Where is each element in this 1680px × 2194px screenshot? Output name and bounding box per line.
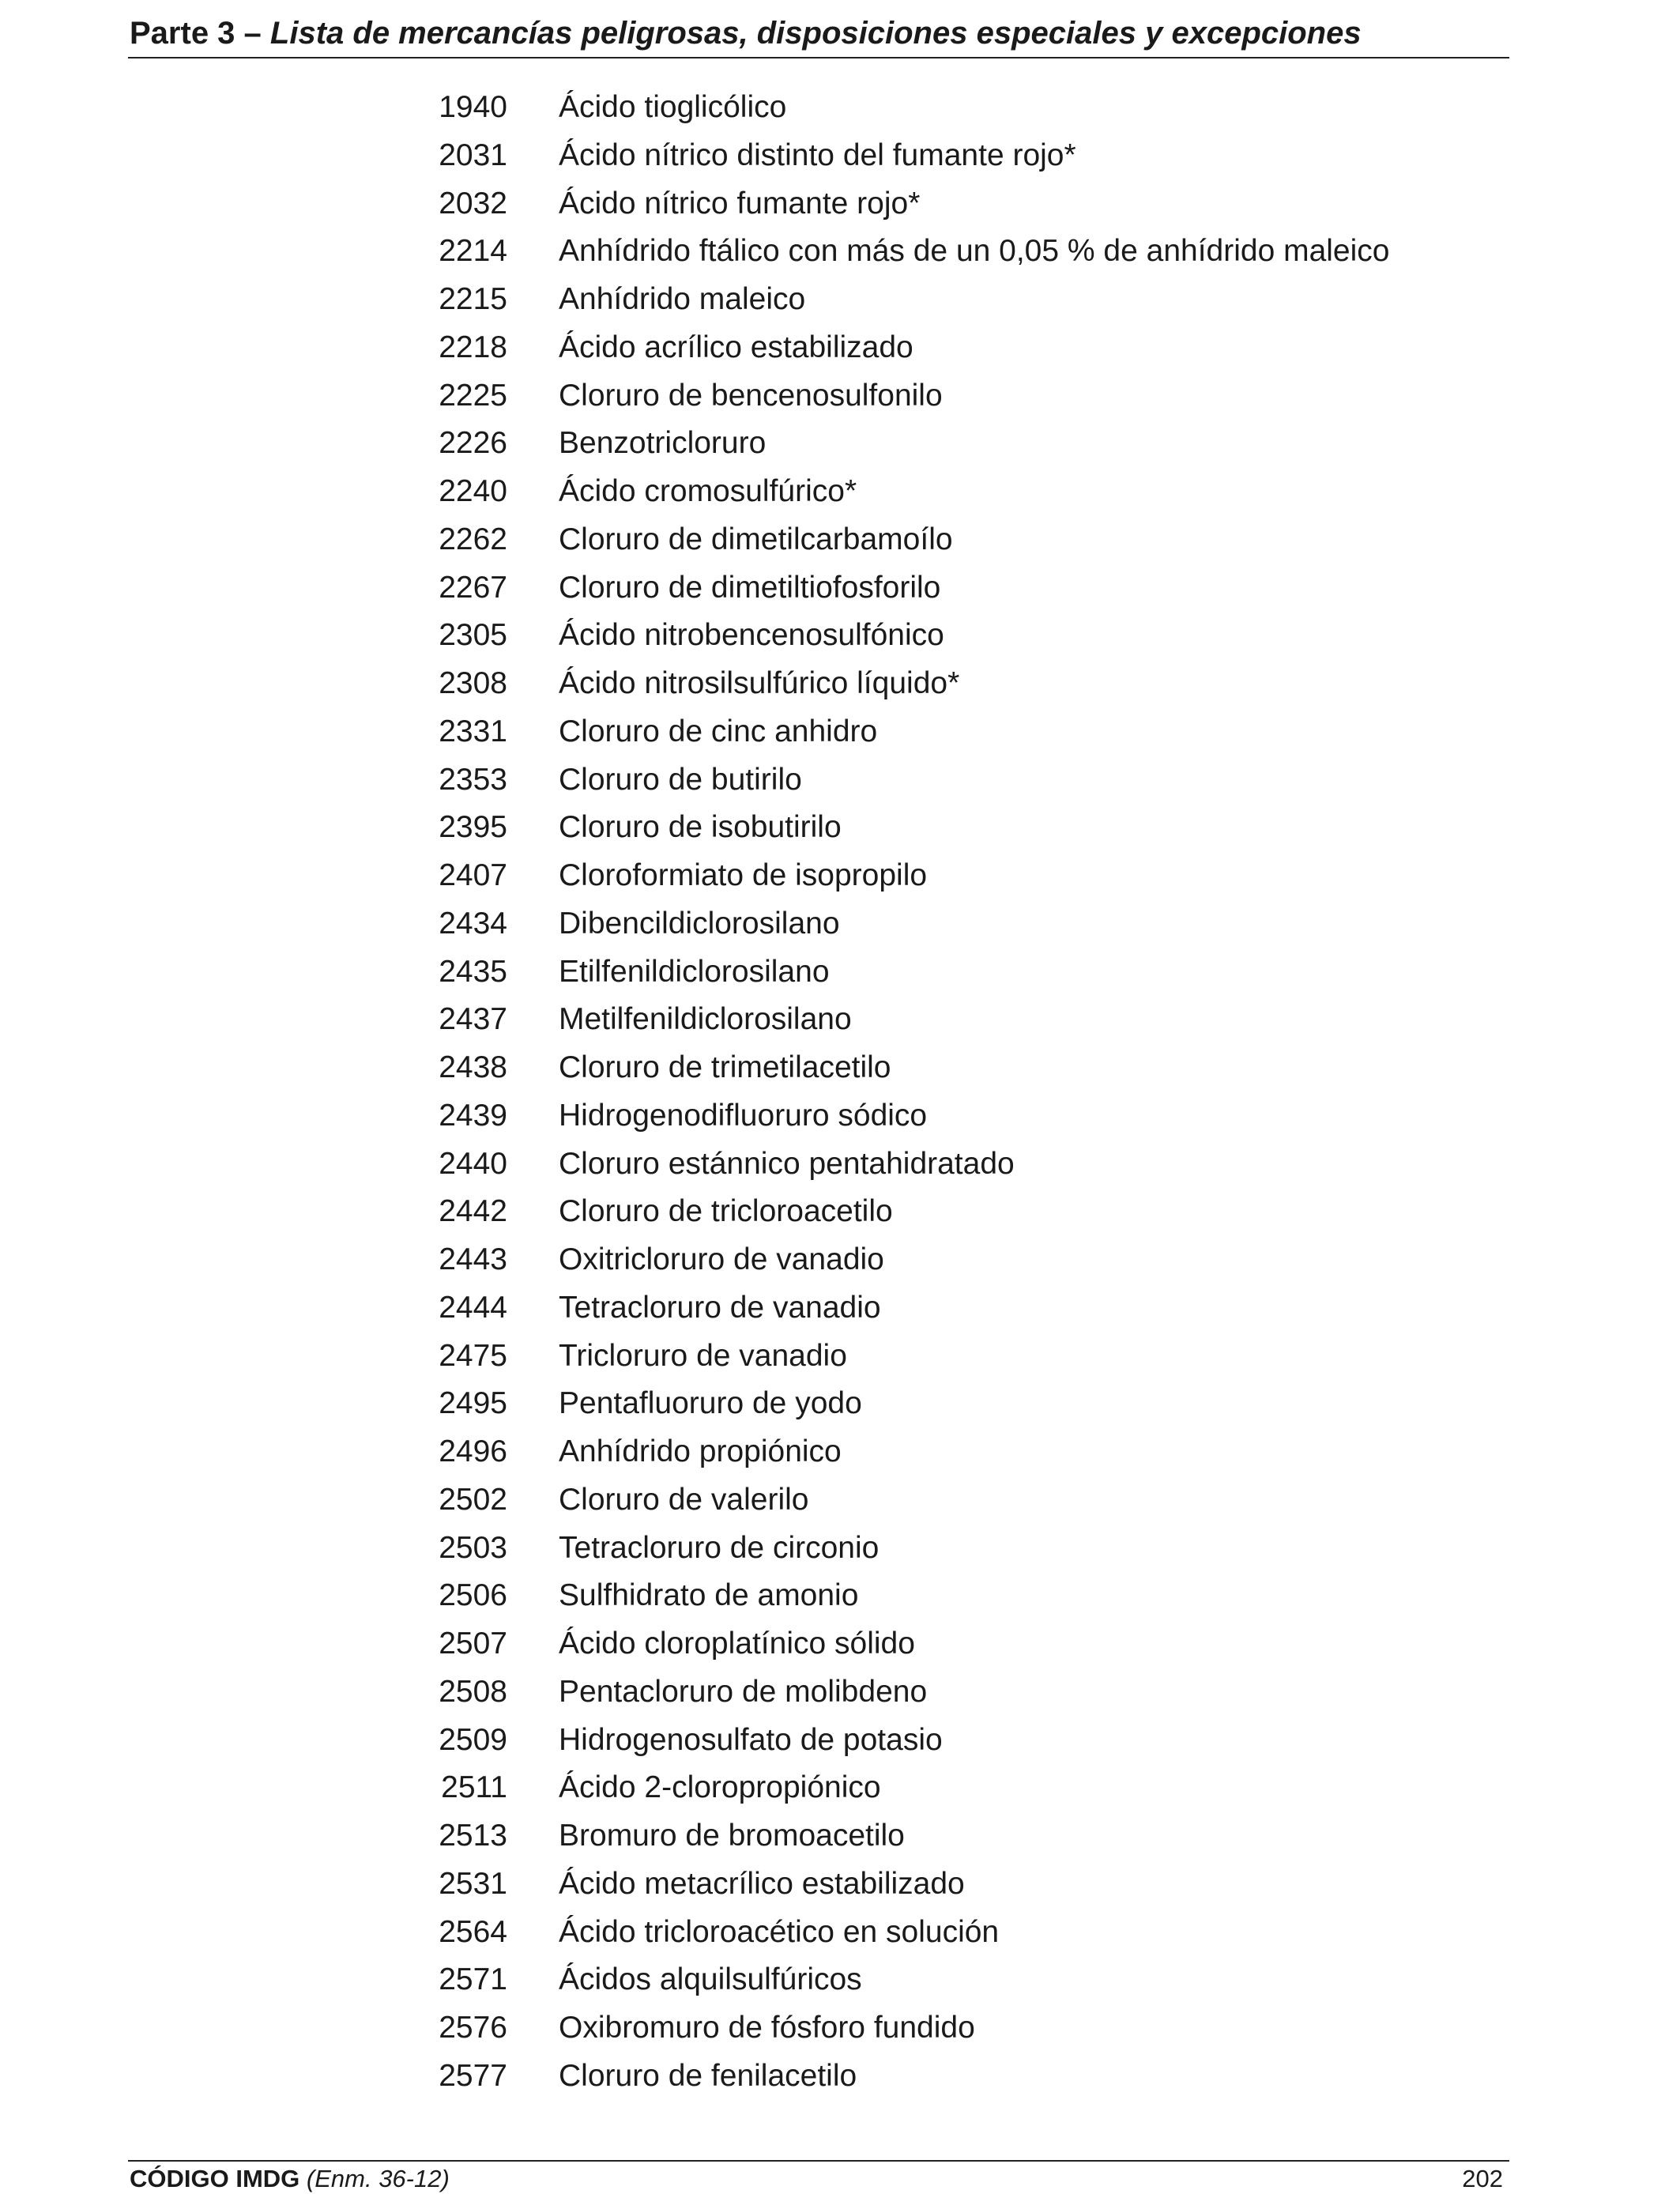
list-item [0,756,1680,805]
header-part-label: Parte 3 – [130,16,262,51]
un-number: 2507 [439,1627,507,1661]
substance-name: Sulfhidrato de amonio [559,1578,859,1613]
list-item [0,1140,1680,1189]
list-item [0,996,1680,1044]
list-item [0,1572,1680,1620]
list-item [0,516,1680,564]
list-item [0,804,1680,852]
list-item [0,420,1680,468]
list-item [0,852,1680,900]
page-header-title [130,16,1362,51]
un-number: 2240 [439,474,507,508]
substance-name: Cloruro de cinc anhidro [559,714,878,748]
list-item [0,612,1680,660]
un-number: 2218 [439,330,507,364]
un-number: 2031 [439,138,507,172]
un-number: 2508 [439,1674,507,1709]
substance-name: Cloruro de dimetilcarbamoílo [559,522,953,556]
list-item [0,276,1680,324]
list-item [0,1525,1680,1573]
substance-name: Oxibromuro de fósforo fundido [559,2011,975,2045]
substance-name: Hidrogenosulfato de potasio [559,1722,943,1757]
substance-name: Dibencildiclorosilano [559,906,840,941]
list-item [0,1812,1680,1860]
un-number: 2475 [439,1338,507,1373]
substance-name: Etilfenildiclorosilano [559,954,830,989]
footer-code: CÓDIGO IMDG [130,2165,300,2192]
list-item [0,2053,1680,2101]
substance-name: Benzotricloruro [559,426,767,461]
un-number: 2440 [439,1146,507,1181]
list-item [0,324,1680,372]
list-item [0,1476,1680,1525]
list-item [0,132,1680,180]
substance-name: Anhídrido propiónico [559,1434,842,1468]
un-number: 2502 [439,1482,507,1517]
list-item [0,948,1680,997]
un-number: 2407 [439,858,507,892]
un-number: 2531 [439,1866,507,1901]
un-number: 2437 [439,1002,507,1037]
substance-name: Hidrogenodifluoruro sódico [559,1098,928,1133]
un-number: 1940 [439,90,507,124]
list-item [0,1428,1680,1476]
substance-name: Cloroformiato de isopropilo [559,858,928,892]
substance-name: Ácido nítrico fumante rojo* [559,186,921,221]
un-number: 2226 [439,426,507,461]
page-footer [128,2160,1509,2193]
substance-name: Tricloruro de vanadio [559,1338,847,1373]
substance-name: Tetracloruro de vanadio [559,1290,881,1325]
un-number: 2496 [439,1434,507,1468]
substance-name: Ácido nitrosilsulfúrico líquido* [559,666,960,700]
list-item [0,660,1680,708]
un-number: 2215 [439,282,507,316]
list-item [0,1717,1680,1765]
list-item [0,372,1680,420]
substance-name: Cloruro de tricloroacetilo [559,1194,893,1229]
substance-name: Cloruro de fenilacetilo [559,2058,857,2093]
un-number: 2576 [439,2011,507,2045]
un-number: 2308 [439,666,507,700]
substance-name: Oxitricloruro de vanadio [559,1242,884,1276]
substance-name: Cloruro de butirilo [559,762,802,797]
list-item [0,1284,1680,1333]
list-item [0,564,1680,613]
un-number: 2506 [439,1578,507,1613]
un-number: 2353 [439,762,507,797]
substance-name: Tetracloruro de circonio [559,1530,880,1565]
substance-name: Anhídrido maleico [559,282,806,316]
substance-name: Cloruro de isobutirilo [559,810,842,845]
substance-name: Pentafluoruro de yodo [559,1386,862,1421]
substance-name: Ácido metacrílico estabilizado [559,1866,965,1901]
list-item [0,1092,1680,1140]
un-number: 2511 [441,1770,507,1805]
list-item [0,900,1680,948]
un-number: 2435 [439,954,507,989]
list-item [0,1380,1680,1428]
un-number: 2509 [439,1722,507,1757]
un-number: 2503 [439,1530,507,1565]
un-number: 2395 [439,810,507,845]
substance-name: Cloruro de valerilo [559,1482,809,1517]
list-item [0,1956,1680,2004]
substance-name: Ácido cloroplatínico sólido [559,1627,915,1661]
un-number: 2262 [439,522,507,556]
list-item [0,1188,1680,1236]
page-number: 202 [1462,2165,1503,2192]
list-item [0,1860,1680,1909]
un-number: 2513 [439,1819,507,1853]
substance-name: Ácido tricloroacético en solución [559,1914,1000,1949]
substance-name: Anhídrido ftálico con más de un 0,05 % de anhídrido maleico [559,234,1390,269]
list-item [0,84,1680,132]
substance-name: Metilfenildiclorosilano [559,1002,852,1037]
un-number: 2495 [439,1386,507,1421]
substance-name: Bromuro de bromoacetilo [559,1819,905,1853]
footer-publication [130,2165,450,2193]
substance-name: Ácido acrílico estabilizado [559,330,913,364]
list-item [0,708,1680,756]
un-number: 2439 [439,1098,507,1133]
substance-name: Cloruro de dimetiltiofosforilo [559,570,941,605]
list-item [0,1333,1680,1381]
un-number: 2571 [439,1962,507,1997]
list-item [0,1764,1680,1812]
list-item [0,468,1680,516]
un-number: 2443 [439,1242,507,1276]
substance-name: Cloruro de bencenosulfonilo [559,378,943,413]
un-number: 2434 [439,906,507,941]
substance-name: Ácidos alquilsulfúricos [559,1962,862,1997]
un-number: 2267 [439,570,507,605]
un-number: 2331 [439,714,507,748]
substance-name: Ácido tioglicólico [559,90,787,124]
substance-name: Pentacloruro de molibdeno [559,1674,928,1709]
un-number: 2305 [439,618,507,653]
substance-name: Ácido 2-cloropropiónico [559,1770,881,1805]
un-number: 2438 [439,1050,507,1084]
list-item [0,1668,1680,1717]
un-number: 2225 [439,378,507,413]
list-item [0,1909,1680,1957]
substance-name: Ácido cromosulfúrico* [559,474,857,508]
substance-name: Cloruro de trimetilacetilo [559,1050,891,1084]
dangerous-goods-list [0,84,1680,2101]
page-header [128,14,1509,58]
un-number: 2564 [439,1914,507,1949]
list-item [0,1620,1680,1668]
list-item [0,228,1680,276]
substance-name: Cloruro estánnico pentahidratado [559,1146,1015,1181]
list-item [0,1044,1680,1092]
header-section-title: Lista de mercancías peligrosas, disposiciones especiales y excepciones [269,16,1362,51]
list-item [0,2004,1680,2053]
un-number: 2444 [439,1290,507,1325]
substance-name: Ácido nítrico distinto del fumante rojo* [559,138,1076,172]
un-number: 2214 [439,234,507,269]
substance-name: Ácido nitrobencenosulfónico [559,618,944,653]
list-item [0,180,1680,228]
footer-edition: (Enm. 36-12) [306,2165,450,2192]
list-item [0,1236,1680,1284]
un-number: 2577 [439,2058,507,2093]
un-number: 2442 [439,1194,507,1229]
un-number: 2032 [439,186,507,221]
